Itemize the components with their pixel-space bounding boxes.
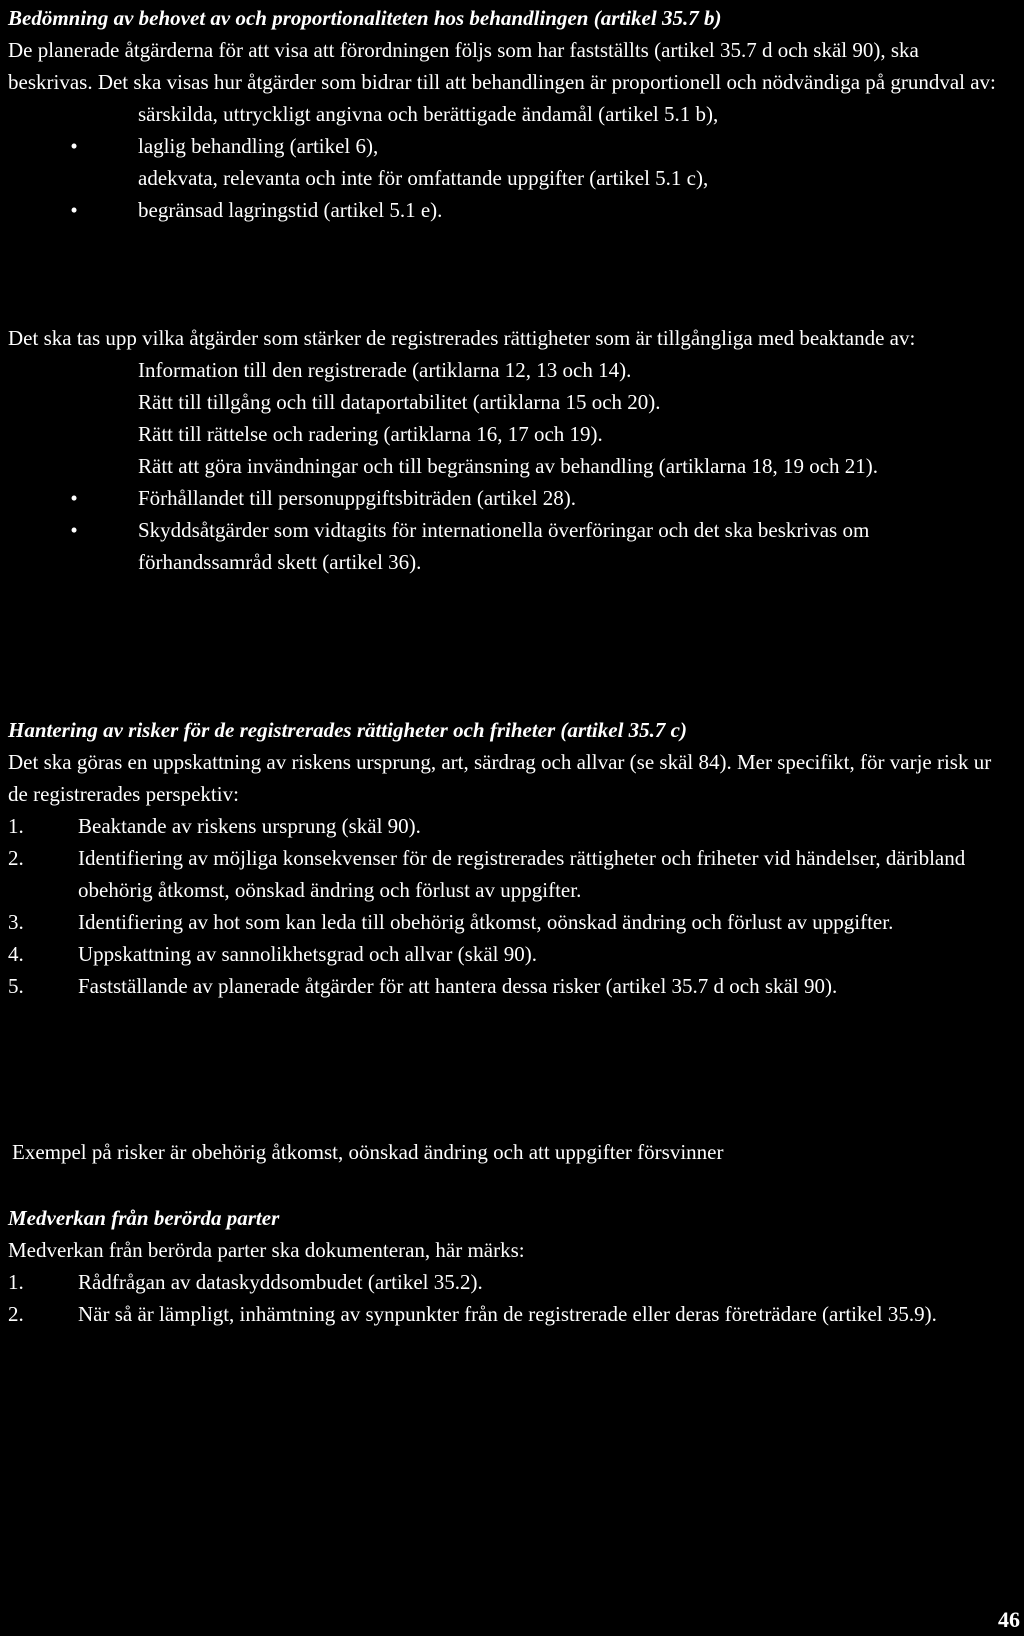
list-item [8, 482, 1008, 514]
list-item-text: adekvata, relevanta och inte för omfattande uppgifter (artikel 5.1 c), [138, 166, 709, 190]
bullet-list [8, 98, 1008, 226]
list-item [8, 1266, 1008, 1298]
list-number: 3. [8, 910, 24, 934]
list-item [8, 162, 1008, 194]
paragraph: Exempel på risker är obehörig åtkomst, oönskad ändring och att uppgifter försvinner [12, 1140, 724, 1164]
list-item [8, 514, 1008, 578]
bullet-list [8, 354, 1008, 578]
bullet-icon: • [70, 486, 78, 510]
list-item-text: begränsad lagringstid (artikel 5.1 e). [138, 198, 443, 222]
paragraph: De planerade åtgärderna för att visa att förordningen följs som har fastställts (artikel 35.7 d och skäl 90), ska beskrivas. Det ska visas hur åtgärder som bidrar till att behandlingen är proportionell och nödvändiga på grundval av: [8, 38, 996, 94]
list-item [8, 1298, 1008, 1330]
list-item [8, 418, 1008, 450]
section-proportionality [8, 2, 1008, 226]
list-item-text: Identifiering av hot som kan leda till obehörig åtkomst, oönskad ändring och förlust av uppgifter. [78, 910, 894, 934]
list-item [8, 130, 1008, 162]
list-item-text: Skyddsåtgärder som vidtagits för internationella överföringar och det ska beskrivas om förhandssamråd skett (artikel 36). [138, 518, 870, 574]
list-number: 1. [8, 814, 24, 838]
list-item [8, 98, 1008, 130]
list-item-text: Rätt till rättelse och radering (artiklarna 16, 17 och 19). [138, 422, 603, 446]
risk-example [12, 1136, 1012, 1168]
list-item-text: Rätt till tillgång och till dataportabilitet (artiklarna 15 och 20). [138, 390, 661, 414]
list-number: 1. [8, 1270, 24, 1294]
paragraph: Det ska göras en uppskattning av riskens ursprung, art, särdrag och allvar (se skäl 84). Mer specifikt, för varje risk ur de registrerades perspektiv: [8, 750, 992, 806]
list-item [8, 970, 1008, 1002]
numbered-list [8, 810, 1008, 1002]
list-item-text: Fastställande av planerade åtgärder för att hantera dessa risker (artikel 35.7 d och skäl 90). [78, 974, 838, 998]
list-item [8, 842, 1008, 906]
list-item-text: särskilda, uttryckligt angivna och berättigade ändamål (artikel 5.1 b), [138, 102, 719, 126]
section-stakeholders [8, 1202, 1008, 1330]
list-item [8, 450, 1008, 482]
section-heading: Hantering av risker för de registrerades rättigheter och friheter (artikel 35.7 c) [8, 718, 687, 742]
paragraph: Det ska tas upp vilka åtgärder som stärker de registrerades rättigheter som är tillgångliga med beaktande av: [8, 326, 916, 350]
list-item [8, 194, 1008, 226]
list-item [8, 810, 1008, 842]
list-item-text: Uppskattning av sannolikhetsgrad och allvar (skäl 90). [78, 942, 537, 966]
list-item-text: Identifiering av möjliga konsekvenser för de registrerades rättigheter och friheter vid händelser, däribland obehörig åtkomst, oönskad ändring och förlust av uppgifter. [78, 846, 966, 902]
section-risk-management [8, 714, 1008, 1002]
bullet-icon: • [70, 198, 78, 222]
page-number: 46 [998, 1607, 1020, 1632]
section-heading: Medverkan från berörda parter [8, 1206, 280, 1230]
section-rights [8, 322, 1008, 578]
list-item-text: Rådfrågan av dataskyddsombudet (artikel 35.2). [78, 1270, 483, 1294]
bullet-icon: • [70, 518, 78, 542]
numbered-list [8, 1266, 1008, 1330]
list-item-text: Beaktande av riskens ursprung (skäl 90). [78, 814, 421, 838]
list-item-text: Förhållandet till personuppgiftsbiträden (artikel 28). [138, 486, 576, 510]
list-item-text: Information till den registrerade (artiklarna 12, 13 och 14). [138, 358, 632, 382]
section-heading: Bedömning av behovet av och proportionaliteten hos behandlingen (artikel 35.7 b) [8, 6, 722, 30]
paragraph: Medverkan från berörda parter ska dokumenteran, här märks: [8, 1238, 525, 1262]
list-item-text: När så är lämpligt, inhämtning av synpunkter från de registrerade eller deras företrädare (artikel 35.9). [78, 1302, 937, 1326]
list-number: 2. [8, 1302, 24, 1326]
list-number: 4. [8, 942, 24, 966]
list-number: 2. [8, 846, 24, 870]
list-item [8, 938, 1008, 970]
list-item [8, 354, 1008, 386]
list-item-text: laglig behandling (artikel 6), [138, 134, 379, 158]
list-item [8, 386, 1008, 418]
bullet-icon: • [70, 134, 78, 158]
list-item [8, 906, 1008, 938]
list-item-text: Rätt att göra invändningar och till begränsning av behandling (artiklarna 18, 19 och 21). [138, 454, 879, 478]
list-number: 5. [8, 974, 24, 998]
